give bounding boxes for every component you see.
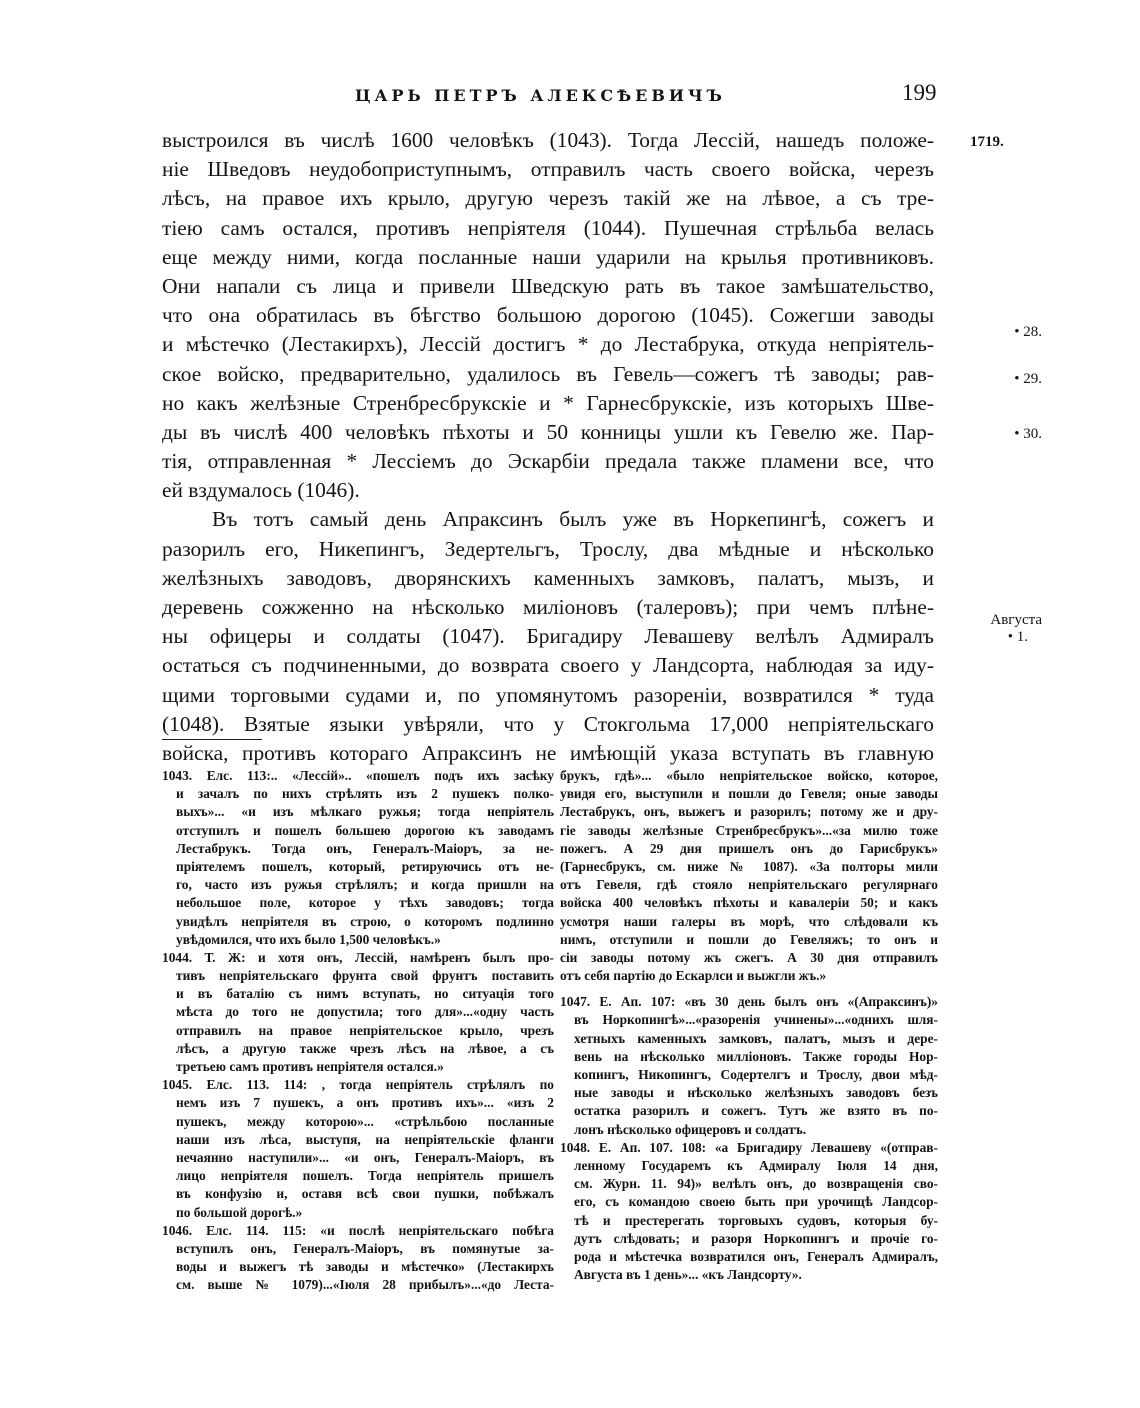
footnote-line: отправилъ на правое непріятельское крыло, чрезъ — [176, 1022, 554, 1038]
footnote-line: см. Журн. 11. 94)» велѣлъ онъ, до возвращенія сво- — [574, 1176, 938, 1192]
footnote-rule — [162, 739, 262, 740]
footnote-line: его, съ командою своею быть при урочищѣ Ландсор- — [574, 1194, 938, 1210]
text-line: желѣзныхъ заводовъ, дворянскихъ каменныхъ замковъ, палатъ, мызъ, и — [162, 565, 934, 590]
footnote-line: гіе заводы желѣзные Стренбресбрукъ»...«за милю тоже — [560, 822, 938, 838]
footnote-line: см. выше № 1079)...«Іюля 28 прибылъ»...«до Леста- — [176, 1277, 554, 1293]
footnote-line: отъ Гевеля, гдѣ стояло непріятельскаго регулярнаго — [560, 877, 938, 893]
footnote-line: 1047. Е. Ап. 107: «въ 30 день былъ онъ «(Апраксинъ)» — [560, 994, 938, 1010]
text-line: но какъ желѣзные Стренбресбрукскіе и * Гарнесбрукскіе, изъ которыхъ Шве- — [162, 390, 934, 415]
footnote-line: третьею самъ противъ непріятеля остался.» — [176, 1059, 444, 1074]
footnote-line: воды и выжегъ тѣ заводы и мѣстечко» (Лестакирхъ — [176, 1259, 554, 1275]
footnote-line: усмотря наши галеры въ морѣ, что слѣдовали къ — [560, 913, 938, 929]
footnote-line: и зачалъ по нихъ стрѣлять изъ 2 пушекъ полко- — [176, 786, 554, 802]
footnote-line: лонъ нѣсколько офицеровъ и солдатъ. — [574, 1121, 807, 1137]
footnote-line: пушекъ, между которою»... «стрѣльбою посланные — [176, 1113, 554, 1129]
text-line: тія, отправленная * Лессіемъ до Эскарбіи предала также пламени все, что — [162, 449, 934, 474]
footnote-line: лицо непріятеля пошелъ. Тогда непріятель пришелъ — [176, 1168, 554, 1184]
running-title: ЦАРЬ ПЕТРЪ АЛЕКСѢЕВИЧЪ — [355, 86, 726, 105]
footnote-line: по большой дорогѣ.» — [176, 1204, 303, 1220]
footnote-line: хетныхъ каменныхъ замковъ, палатъ, мызъ и дере- — [574, 1030, 938, 1046]
footnote-line: отступилъ и пошелъ большею дорогою къ заводамъ — [176, 822, 554, 838]
footnote-line: 1045. Елс. 113. 114: , тогда непріятель стрѣлялъ по — [162, 1077, 554, 1093]
footnote-line: увидѣлъ непріятеля въ строю, о которомъ подлинно — [176, 913, 554, 929]
footnotes-right-column — [560, 767, 938, 1284]
text-line: ей вздумалось (1046). — [162, 478, 360, 503]
text-line: еще между ними, когда посланные наши ударили на крылья противниковъ. — [162, 244, 934, 269]
text-line: ское войско, предварительно, удалилось въ Гевель—сожегъ тѣ заводы; рав- — [162, 361, 934, 386]
text-line: что она обратилась въ бѣгство большою дорогою (1045). Сожегши заводы — [162, 303, 934, 328]
footnote-line: мѣста до того не допустила; того для»...«одну часть — [176, 1004, 554, 1020]
footnote-line: Августа въ 1 день»... «къ Ландсорту». — [574, 1267, 802, 1283]
footnote-line: 1048. Е. Ап. 107. 108: «а Бригадиру Левашеву «(отправ- — [560, 1139, 938, 1155]
text-line: остаться съ подчиненными, до возврата своего у Ландсорта, наблюдая за иду- — [162, 653, 934, 678]
footnote-line: и въ баталію съ нимъ вступать, но ситуація того — [176, 986, 554, 1002]
text-line: Они напали съ лица и привели Шведскую рать въ такое замѣшательство, — [162, 273, 934, 298]
footnote-line: лѣсъ, а другую также чрезъ лѣсъ на лѣвое, а съ — [176, 1040, 554, 1056]
footnote-line: небольшое поле, которое у тѣхъ заводовъ; тогда — [176, 895, 554, 911]
margin-date: • 28. — [1014, 324, 1042, 340]
footnote-line: дутъ слѣдовать; и разоря Норкопингъ и прочіе го- — [574, 1230, 938, 1246]
text-line: войска, противъ котораго Апраксинъ не имѣющій указа вступать въ главную — [162, 740, 934, 765]
text-line: ны офицеры и солдаты (1047). Бригадиру Левашеву велѣлъ Адмиралъ — [162, 624, 934, 649]
footnote-line: пожегъ. А 29 дня пришелъ онъ до Гарисбрукъ» — [560, 840, 938, 856]
text-line: тіею самъ остался, противъ непріятеля (1044). Пушечная стрѣльба велась — [162, 215, 934, 240]
footnote-line: вень на нѣсколько милліоновъ. Также городы Нор- — [574, 1048, 938, 1064]
text-line: и мѣстечко (Лестакирхъ), Лессій достигъ * до Лестабрука, откуда непріятель- — [162, 332, 934, 357]
text-line: деревень сожженно на нѣсколько миліоновъ (талеровъ); при чемъ плѣне- — [162, 595, 934, 619]
margin-month: Августа — [990, 612, 1042, 628]
footnote-line: немъ изъ 7 пушекъ, а онъ противъ ихъ»... «изъ 2 — [176, 1095, 554, 1111]
text-line: ды въ числѣ 400 человѣкъ пѣхоты и 50 конницы ушли къ Гевелю же. Пар- — [162, 419, 934, 444]
text-line: ніе Шведовъ неудобоприступнымъ, отправилъ часть своего войска, черезъ — [162, 157, 934, 182]
footnote-line: нимъ, отступили и пошли до Гевеляжъ; то онъ и — [560, 931, 938, 947]
footnotes-left-column — [162, 767, 554, 1294]
text-line: щими торговыми судами и, по упомянутомъ разореніи, возвратился * туда — [162, 682, 934, 707]
footnote-line: войска 400 человѣкъ пѣхоты и кавалеріи 50; и какъ — [560, 895, 938, 911]
footnote-line: 1044. Т. Ж: и хотя онъ, Лессій, намѣренъ былъ про- — [162, 949, 554, 965]
text-line: выстроился въ числѣ 1600 человѣкъ (1043). Тогда Лессій, нашедъ положе- — [162, 128, 934, 152]
text-line: Въ тотъ самый день Апраксинъ былъ уже въ Норкепингѣ, сожегъ и — [212, 507, 934, 532]
footnote-line: пріятелемъ пошелъ, который, ретируючись отъ не- — [176, 858, 554, 874]
footnote-line: копингъ, Никопингъ, Содертелгъ и Трослу, двои мѣд- — [574, 1067, 938, 1082]
margin-date: • 1. — [1007, 629, 1028, 645]
footnote-line: (Гарнесбрукъ, см. ниже № 1087). «За полторы мили — [560, 858, 938, 874]
footnote-line: увѣдомился, что ихъ было 1,500 человѣкъ.» — [176, 931, 441, 947]
footnote-line: 1046. Елс. 114. 115: «и послѣ непріятельскаго побѣга — [162, 1222, 554, 1238]
footnote-line: Лестабрукъ. Тогда онъ, Генералъ-Маіоръ, за не- — [176, 840, 554, 856]
footnote-line: въ Норкопингѣ»...«разоренія учинены»...«однихъ шля- — [574, 1012, 938, 1028]
footnote-line: въ конфузію и, оставя всѣ свои пушки, побѣжалъ — [176, 1186, 554, 1202]
footnote-line: нечаянно наступили»... «и онъ, Генералъ-Маіоръ, въ — [176, 1149, 554, 1165]
footnote-line: го, часто изъ ружья стрѣлялъ; и когда пришли на — [176, 877, 554, 893]
footnote-line: остатка разорилъ и сожегъ. Тутъ же взято въ по- — [574, 1103, 938, 1119]
footnote-gap — [560, 985, 938, 993]
margin-date: • 30. — [1014, 426, 1042, 442]
footnote-line: брукъ, гдѣ»... «было непріятельское войско, которое, — [560, 768, 938, 783]
page-number: 199 — [902, 80, 937, 105]
footnote-line: вступилъ онъ, Генералъ-Маіоръ, въ помянутые за- — [176, 1240, 554, 1256]
text-line: лѣсъ, на правое ихъ крыло, другую черезъ такій же на лѣвое, а съ тре- — [162, 186, 934, 211]
footnote-line: ленному Государемъ къ Адмиралу Іюля 14 дня, — [574, 1157, 938, 1173]
text-line: (1048). Взятые языки увѣряли, что у Стокгольма 17,000 непріятельскаго — [162, 711, 934, 736]
footnote-line: наши изъ лѣса, выступя, на непріятельскіе фланги — [176, 1131, 554, 1147]
footnote-line: 1043. Елс. 113:.. «Лессій».. «пошелъ подъ ихъ засѣку — [162, 768, 554, 783]
footnote-line: ные заводы и нѣсколько желѣзныхъ заводовъ безъ — [574, 1085, 938, 1101]
main-text — [162, 126, 934, 768]
footnote-line: выхъ»... «и изъ мѣлкаго ружья; тогда непріятель — [176, 804, 554, 820]
footnote-line: тѣ и престерегать торговыхъ судовъ, которыя бу- — [574, 1212, 938, 1228]
margin-year: 1719. — [970, 134, 1004, 150]
margin-date: • 29. — [1014, 371, 1042, 387]
footnote-line: сіи заводы потому жъ сжегъ. А 30 дня отправилъ — [560, 949, 938, 965]
footnote-line: увидя его, выступили и пошли до Гевеля; оные заводы — [560, 786, 938, 802]
footnote-line: рода и мѣстечка возвратился онъ, Генералъ Адмиралъ, — [574, 1248, 938, 1264]
footnote-line: тивъ непріятельскаго фрунта свой фрунтъ поставить — [176, 968, 554, 984]
text-line: разорилъ его, Никепингъ, Зедертельгъ, Трослу, два мѣдные и нѣсколько — [162, 536, 934, 561]
footnote-line: Лестабрукъ, онъ, выжегъ и разорилъ; потому же и дру- — [560, 804, 938, 820]
footnote-line: отъ себя партію до Ескарлси и выжгли жъ.» — [560, 968, 827, 984]
